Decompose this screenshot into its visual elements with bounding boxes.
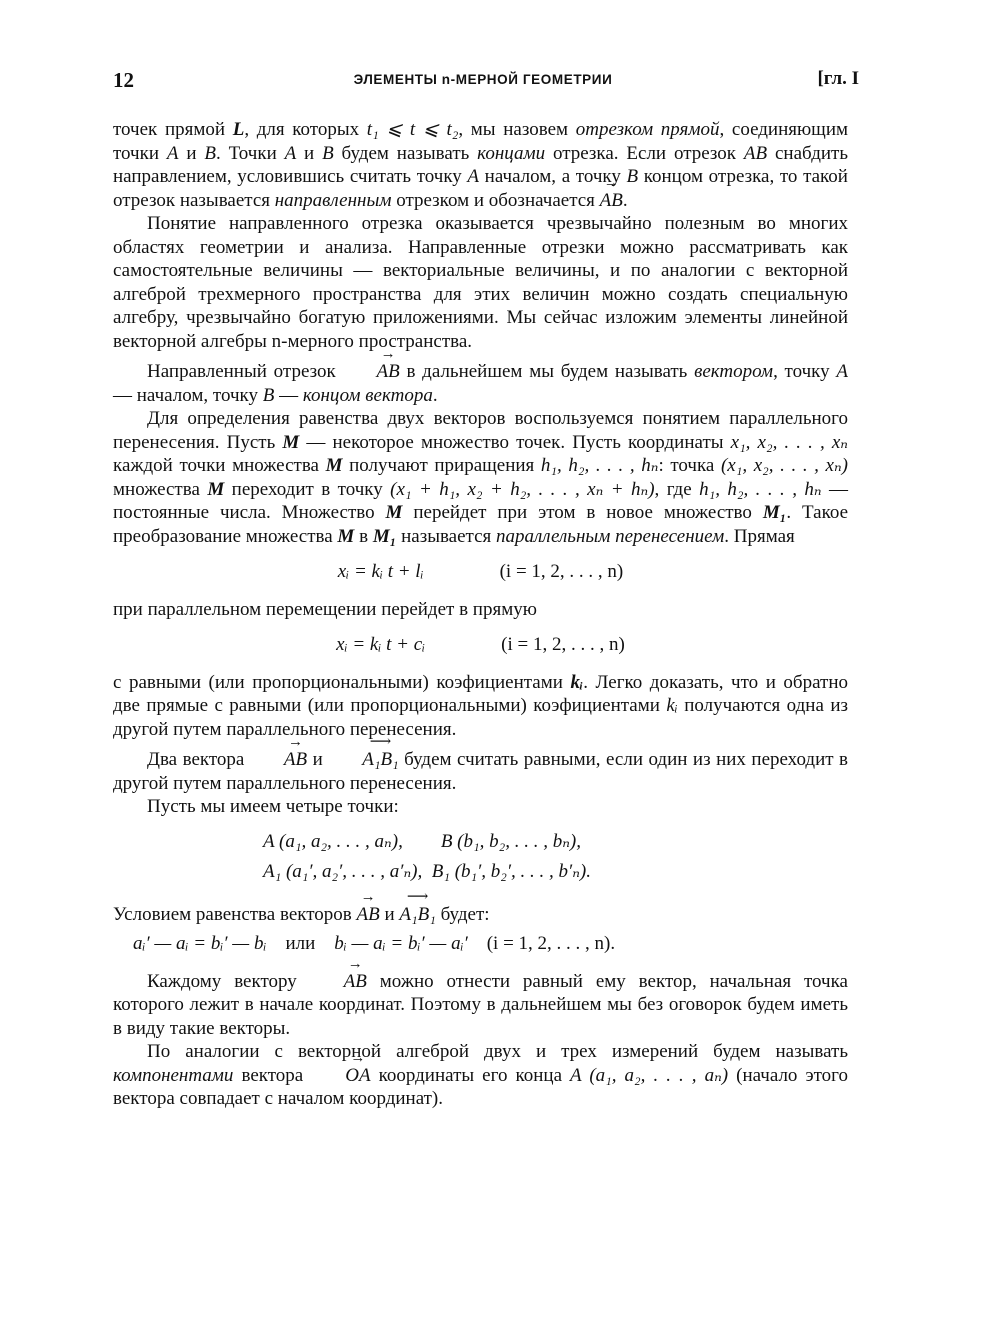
term-vector-end: концом вектора: [302, 384, 433, 406]
term-ends: концами: [477, 142, 546, 164]
running-header: [113, 68, 859, 98]
formula-line-1: xᵢ = kᵢ t + lᵢ (i = 1, 2, . . . , n): [337, 561, 624, 582]
points-line-2: A₁ (a₁′, a₂′, . . . , a′ₙ), B₁ (b₁′, b₂′, . . . , b′ₙ).: [263, 860, 591, 882]
term-components: компонентами: [113, 1064, 234, 1086]
term-directed: направленным: [274, 189, 392, 211]
vector-A1B1: ⟶ A₁B₁: [328, 748, 398, 772]
paragraph-4: Для определения равенства двух векторов воспользуемся понятием параллельного перенесения. Пусть M — некоторое множество точек. Пусть координаты x₁, x₂, . . . , xₙ каждой точки множества M получают приращения h₁, h₂, . . . , hₙ: точка (x₁, x₂, . . . , xₙ) множества M переходит в точку (x₁ + h₁, x₂ + h₂, . . . , xₙ + hₙ), где h₁, h₂, . . . , hₙ — постоянные числа. Множество M перейдет при этом в новое множество M₁. Такое преобразование множества M в M₁ называется параллельным перенесением. Прямая: [113, 408, 849, 547]
paragraph-7: Два вектора → AB и ⟶ A₁B₁ будем считать равными, если один из них переходит в другой путем параллельного перенесения.: [113, 748, 848, 795]
vector-A1B1: ⟶ A₁B₁: [399, 903, 435, 927]
vector-AB: → AB: [342, 360, 399, 384]
paragraph-1: точек прямой L, для которых t₁ ⩽ t ⩽ t₂, мы назовем отрезком прямой, соединяющим точки A и B. Точки A и B будем называть концами отрезка. Если отрезок AB снабдить направлением, условившись считать точку A началом, а точку B концом отрезка, то такой отрезок называется направленным отрезком и обозначается → AB.: [113, 118, 848, 212]
chapter-label: [гл. I: [817, 68, 859, 89]
paragraph-8: Пусть мы имеем четыре точки:: [147, 796, 399, 817]
formula-line-2: xᵢ = kᵢ t + cᵢ (i = 1, 2, . . . , n): [336, 634, 625, 655]
vector-AB: → AB: [357, 903, 380, 927]
vector-OA: → OA: [311, 1064, 370, 1088]
paragraph-10: Каждому вектору → AB можно отнести равный ему вектор, начальная точка которого лежит в начале координат. Поэтому в дальнейшем мы без оговорок будем иметь в виду такие векторы.: [113, 970, 848, 1041]
term-vector: вектором: [694, 361, 774, 382]
paragraph-3: Направленный отрезок → AB в дальнейшем мы будем называть вектором, точку A — началом, точку B — концом вектора.: [113, 360, 848, 407]
term-segment: отрезком прямой: [575, 119, 720, 140]
paragraph-5: при параллельном перемещении перейдет в прямую: [113, 598, 537, 620]
equality-condition: aᵢ′ — aᵢ = bᵢ′ — bᵢ или bᵢ — aᵢ = bᵢ′ — aᵢ′ (i = 1, 2, . . . , n).: [133, 933, 616, 954]
vector-AB: → AB: [310, 970, 367, 994]
vector-AB: → AB: [600, 189, 623, 213]
page-number: 12: [113, 68, 134, 92]
points-line-1: A (a₁, a₂, . . . , aₙ), B (b₁, b₂, . . . , bₙ),: [263, 830, 581, 852]
term-parallel-transfer: параллельным перенесением: [496, 525, 725, 547]
page-body: [113, 118, 848, 1111]
paragraph-9: Условием равенства векторов → AB и ⟶ A₁B₁ будет:: [113, 903, 848, 927]
vector-AB: → AB: [250, 748, 307, 772]
four-points: [113, 827, 848, 887]
running-title: ЭЛЕМЕНТЫ n-МЕРНОЙ ГЕОМЕТРИИ: [353, 72, 613, 87]
paragraph-6: с равными (или пропорциональными) коэфициентами kᵢ. Легко доказать, что и обратно две прямые с равными (или пропорциональными) коэфициентами kᵢ получаются одна из другой путем параллельного перенесения.: [113, 671, 848, 740]
paragraph-2: Понятие направленного отрезка оказывается чрезвычайно полезным во многих областях геометрии и анализа. Направленные отрезки можно рассматривать как самостоятельные величины — векториальные величины, и по аналогии с векторной алгеброй трехмерного пространства для этих величин можно создать специальную алгебру, чрезвычайно богатую приложениями. Мы сейчас изложим элементы линейной векторной алгебры n-мерного пространства.: [113, 213, 848, 352]
paragraph-11: По аналогии с векторной алгеброй двух и трех измерений будем называть компонентами вектора → OA координаты его конца A (a₁, a₂, . . . , aₙ) (начало этого вектора совпадает с началом координат).: [113, 1040, 848, 1111]
